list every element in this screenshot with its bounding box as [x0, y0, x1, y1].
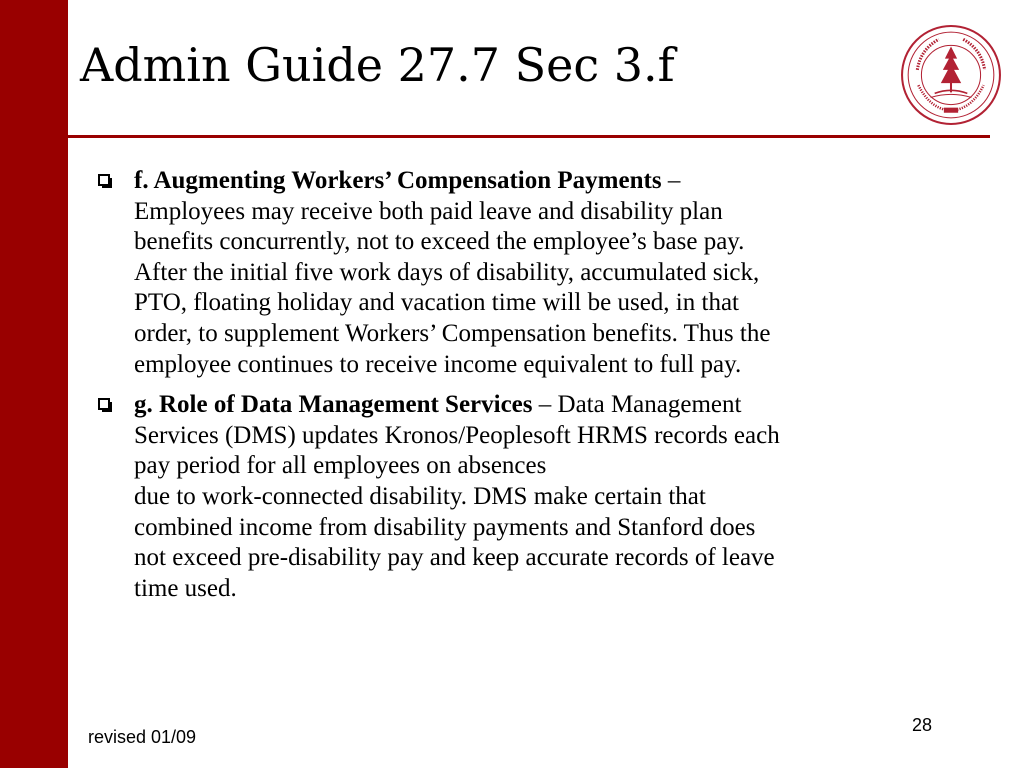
bullet-line: PTO, floating holiday and vacation time will be used, in that [134, 289, 739, 317]
bullet-line: order, to supplement Workers’ Compensation benefits. Thus the [134, 319, 771, 347]
bullet-line: Employees may receive both paid leave and disability plan [134, 197, 723, 225]
bullet-heading: g. Role of Data Management Services [134, 391, 533, 419]
square-bullet-icon [98, 174, 110, 186]
bullet-workers-compensation [96, 166, 966, 380]
stanford-university-seal-icon [900, 24, 1002, 126]
bullet-data-management-services [96, 390, 966, 604]
bullet-line: combined income from disability payments and Stanford does [134, 513, 756, 541]
bullet-line-1 [134, 390, 966, 421]
bullet-line: Services (DMS) updates Kronos/Peoplesoft HRMS records each [134, 421, 780, 449]
bullet-line: benefits concurrently, not to exceed the employee’s base pay. [134, 228, 745, 256]
bullet-heading: f. Augmenting Workers’ Compensation Payments [134, 167, 662, 194]
bullet-line: After the initial five work days of disability, accumulated sick, [134, 258, 760, 286]
bullet-line: time used. [134, 574, 237, 602]
dash-separator: – [532, 391, 558, 419]
bullet-line: due to work-connected disability. DMS make certain that [134, 482, 706, 510]
bullet-text: Data Management [557, 391, 742, 419]
slide-title: Admin Guide 27.7 Sec 3.f [80, 38, 675, 92]
bullet-line: employee continues to receive income equivalent to full pay. [134, 350, 742, 378]
bullet-line-1 [134, 166, 966, 197]
dash-separator: – [661, 167, 681, 194]
bullet-line: not exceed pre-disability pay and keep accurate records of leave [134, 544, 775, 572]
revised-date: revised 01/09 [88, 727, 197, 747]
square-bullet-icon [98, 398, 110, 410]
page-number: 28 [912, 715, 933, 735]
title-divider [68, 135, 990, 138]
left-accent-bar [0, 0, 68, 768]
bullet-list [96, 166, 966, 614]
bullet-line: pay period for all employees on absences [134, 452, 547, 480]
